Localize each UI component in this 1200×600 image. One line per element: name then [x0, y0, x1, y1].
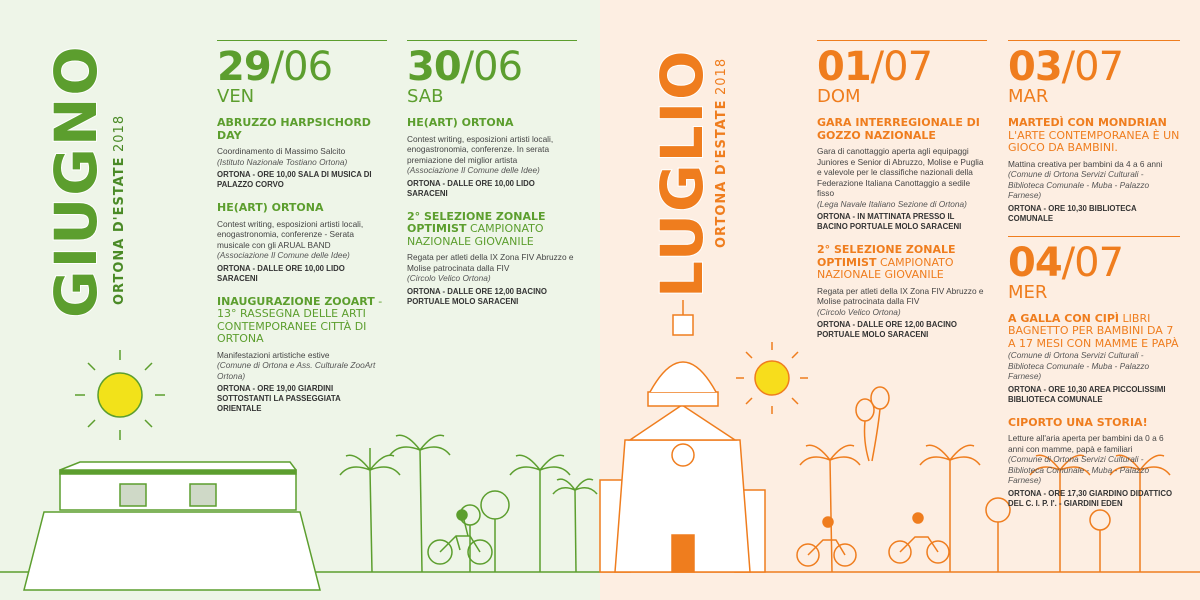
event-description: Contest writing, esposizioni artisti locali, enogastronomia, conferenze - Serata musicale con gli ARUAL BAND: [217, 218, 364, 250]
event-place: ORTONA - ORE 10,00 SALA DI MUSICA DI PALAZZO CORVO: [217, 170, 372, 189]
event-title: GARA INTERREGIONALE DI GOZZO NAZIONALE: [817, 116, 980, 142]
event-place: ORTONA - ORE 19,00 GIARDINI SOTTOSTANTI LA PASSEGGIATA ORIENTALE: [217, 384, 341, 413]
weekday-label: DOM: [817, 86, 861, 107]
giugno-subtitle: [110, 115, 128, 305]
date-heading: 01/07: [817, 44, 933, 90]
cyclist-icon-left: [428, 510, 492, 564]
event-organizer: (Associazione Il Comune delle Idee): [407, 165, 540, 175]
date-heading: 29/06: [217, 44, 333, 90]
day-column-30-06: [407, 40, 577, 319]
event-organizer: (Comune di Ortona Servizi Culturali - Biblioteca Comunale - Muba - Palazzo Farnese): [1008, 169, 1150, 200]
event-description: Regata per atleti della IX Zona FIV Abruzzo e Molise patrocinata dalla FIV: [817, 285, 984, 306]
event-organizer: (Comune di Ortona Servizi Culturali - Biblioteca Comunale - Muba - Palazzo Farnese): [1008, 350, 1150, 381]
cyclist-icon-right-1: [797, 517, 856, 566]
event-title: HE(ART) ORTONA: [217, 201, 324, 214]
church-illustration: [600, 300, 765, 572]
event-title: 2° SELEZIONE ZONALE OPTIMIST CAMPIONATO NAZIONALE GIOVANILE: [817, 243, 956, 281]
event-item: [407, 211, 577, 307]
event-item: [1008, 417, 1180, 509]
event-place: ORTONA - DALLE ORE 12,00 BACINO PORTUALE MOLO SARACENI: [407, 286, 547, 306]
event-description: Regata per atleti della IX Zona FIV Abruzzo e Molise patrocinata dalla FIV: [407, 252, 574, 273]
event-item: [817, 117, 987, 232]
subtitle-year: 2018: [714, 57, 729, 95]
weekday-label: SAB: [407, 86, 444, 107]
date-heading: 03/07: [1008, 44, 1124, 90]
event-organizer: (Circolo Velico Ortona): [407, 273, 491, 283]
event-place: ORTONA - DALLE ORE 10,00 LIDO SARACENI: [407, 178, 535, 198]
event-organizer: (Comune di Ortona e Ass. Culturale ZooArt Ortona): [217, 360, 376, 381]
event-description: Letture all'aria aperta per bambini da 0 a 6 anni con mamme, papà e familiari: [1008, 433, 1164, 454]
event-item: [217, 117, 387, 190]
fortress-illustration: [24, 462, 320, 590]
day-column-03-07: [1008, 40, 1180, 521]
event-place: ORTONA - ORE 10,30 BIBLIOTECA COMUNALE: [1008, 203, 1137, 223]
event-title: A GALLA CON CIPÌ LIBRI BAGNETTO PER BAMBINI DA 7 A 17 MESI CON MAMME E PAPÀ: [1008, 311, 1179, 350]
sun-icon-left: [75, 350, 165, 440]
weekday-label: MER: [1008, 281, 1048, 303]
event-description: Manifestazioni artistiche estive: [217, 349, 330, 360]
cyclist-icon-right-2: [889, 513, 949, 563]
day-column-01-07: [817, 40, 987, 352]
luglio-vertical-title: [648, 49, 716, 298]
event-organizer: (Lega Navale Italiano Sezione di Ortona): [817, 198, 967, 209]
event-organizer: (Associazione Il Comune delle Idee): [217, 250, 350, 260]
event-title: HE(ART) ORTONA: [407, 116, 514, 129]
event-place: ORTONA - ORE 10,30 AREA PICCOLISSIMI BIBLIOTECA COMUNALE: [1008, 384, 1166, 404]
event-description: Gara di canottaggio aperta agli equipaggi Juniores e Senior di Abruzzo, Molise e Puglia e valevole per le classifiche nazionali della Federazione Italiana Canottaggio a sedile fisso: [817, 146, 984, 198]
event-place: ORTONA - DALLE ORE 12,00 BACINO PORTUALE MOLO SARACENI: [817, 320, 957, 339]
sun-icon-right: [736, 342, 808, 414]
event-item: [817, 244, 987, 340]
month-title-luglio: LUGLIO: [648, 48, 716, 298]
event-description: Contest writing, esposizioni artisti locali, enogastronomia, conferenze. In serata premiazione del miglior artista: [407, 133, 554, 165]
event-item: [217, 202, 387, 284]
subtitle-bold: ORTONA D'ESTATE: [112, 156, 127, 305]
event-organizer: (Circolo Velico Ortona): [817, 306, 901, 317]
date-heading-04-07: 04/07: [1008, 239, 1124, 286]
event-title: MARTEDÌ CON MONDRIAN L'ARTE CONTEMPORANEA È UN GIOCO DA BAMBINI.: [1008, 116, 1180, 154]
event-place: ORTONA - IN MATTINATA PRESSO IL BACINO PORTUALE MOLO SARACENI: [817, 212, 962, 231]
balloons-icon: [856, 387, 889, 461]
event-place: ORTONA - ORE 17,30 GIARDINO DIDATTICO DEL C. I. P. I'. - GIARDINI EDEN: [1008, 488, 1173, 508]
event-description: Mattina creativa per bambini da 4 a 6 anni: [1008, 158, 1163, 169]
month-title-giugno: GIUGNO: [42, 44, 110, 318]
date-heading: 30/06: [407, 44, 523, 90]
event-place: ORTONA - DALLE ORE 10,00 LIDO SARACENI: [217, 263, 345, 283]
giugno-vertical-title: [42, 44, 110, 318]
luglio-subtitle: [712, 58, 730, 248]
event-title: ABRUZZO HARPSICHORD DAY: [217, 116, 371, 142]
event-item: [1008, 313, 1180, 405]
weekday-label: MAR: [1008, 86, 1049, 107]
subtitle-bold: ORTONA D'ESTATE: [714, 99, 729, 248]
day-column-29-06: [217, 40, 387, 426]
event-item: [1008, 117, 1180, 224]
event-organizer: (Comune di Ortona Servizi Culturali - Biblioteca Comunale - Muba - Palazzo Farnese): [1008, 454, 1150, 485]
event-item: [217, 296, 387, 415]
event-item: [407, 117, 577, 199]
subtitle-year: 2018: [112, 114, 127, 152]
event-organizer: (Istituto Nazionale Tostiano Ortona): [217, 156, 348, 167]
weekday-label: VEN: [217, 86, 255, 107]
event-description: Coordinamento di Massimo Salcito: [217, 146, 346, 156]
event-title: 2° SELEZIONE ZONALE OPTIMIST CAMPIONATO NAZIONALE GIOVANILE: [407, 209, 546, 248]
event-title: INAUGURAZIONE ZOOART - 13° RASSEGNA DELLE ARTI CONTEMPORANEE CITTÀ DI ORTONA: [217, 294, 383, 345]
event-title: CIPORTO UNA STORIA!: [1008, 415, 1148, 429]
